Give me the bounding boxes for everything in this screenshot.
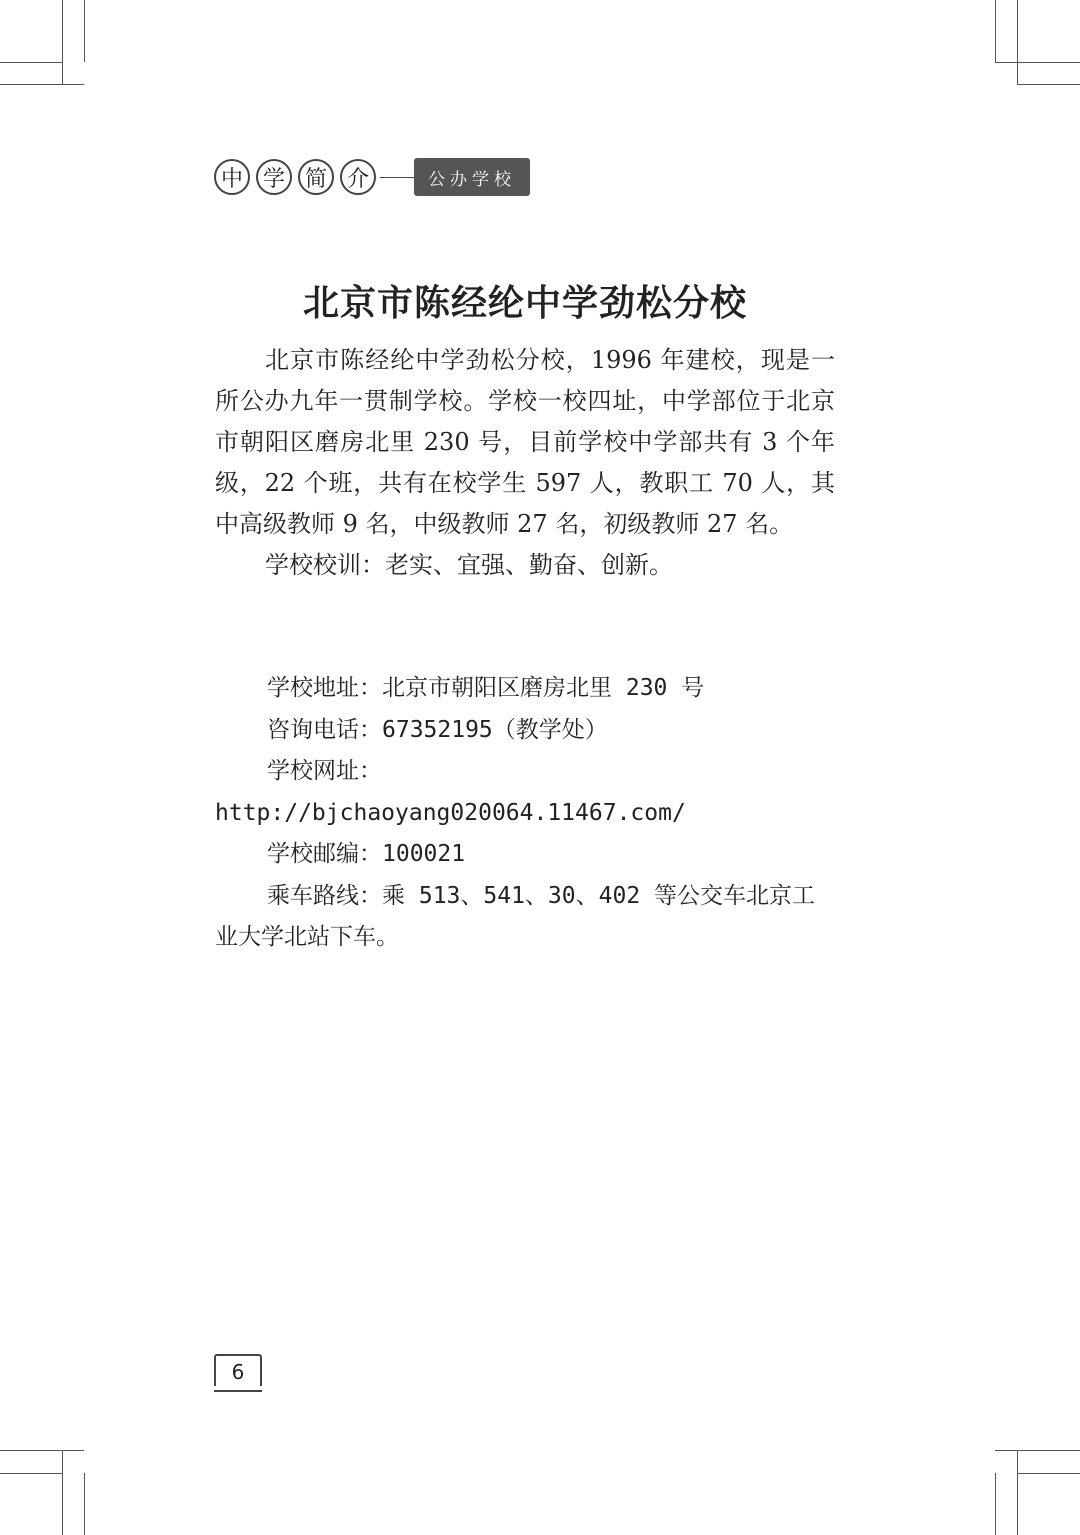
crop-mark bbox=[0, 62, 62, 63]
body-text bbox=[215, 340, 835, 586]
page-number-value: 6 bbox=[214, 1354, 262, 1386]
crop-mark bbox=[0, 1450, 84, 1451]
website-line: 学校网址：http://bjchaoyang020064.11467.com/ bbox=[215, 758, 686, 826]
page-title: 北京市陈经纶中学劲松分校 bbox=[302, 283, 747, 324]
intro-paragraph: 北京市陈经纶中学劲松分校，1996 年建校，现是一所公办九年一贯制学校。学校一校四址，中学部位于北京市朝阳区磨房北里 230 号，目前学校中学部共有 3 个年级，22 个班，共有在校学生 597 人，教职工 70 人，其中高级教师 9 名，中级教师 27 名，初级教师 27 名。 bbox=[215, 346, 835, 538]
crop-mark bbox=[62, 0, 63, 85]
crop-mark bbox=[0, 1473, 62, 1474]
motto-paragraph: 学校校训：老实、宜强、勤奋、创新。 bbox=[265, 551, 673, 579]
section-header bbox=[214, 157, 530, 197]
crop-mark bbox=[995, 62, 1080, 63]
postcode-line: 学校邮编：100021 bbox=[267, 841, 466, 867]
category-label: 公办学校 bbox=[414, 158, 530, 196]
crop-mark bbox=[1017, 84, 1080, 85]
header-char: 介 bbox=[340, 159, 376, 195]
crop-mark bbox=[995, 1473, 996, 1535]
crop-mark bbox=[62, 1450, 63, 1535]
address-line: 学校地址：北京市朝阳区磨房北里 230 号 bbox=[267, 675, 705, 701]
crop-mark bbox=[995, 0, 996, 62]
crop-mark bbox=[1017, 1450, 1018, 1535]
header-char: 中 bbox=[214, 159, 250, 195]
header-char: 学 bbox=[256, 159, 292, 195]
header-char: 简 bbox=[298, 159, 334, 195]
crop-mark bbox=[84, 0, 85, 62]
crop-mark bbox=[995, 1450, 1080, 1451]
bus-route-line: 乘车路线：乘 513、541、30、402 等公交车北京工业大学北站下车。 bbox=[215, 882, 816, 950]
header-connector-line bbox=[380, 177, 414, 178]
crop-mark bbox=[1017, 1473, 1080, 1474]
crop-mark bbox=[0, 84, 84, 85]
page-number bbox=[214, 1354, 264, 1392]
phone-line: 咨询电话：67352195（教学处） bbox=[267, 716, 608, 743]
contact-info bbox=[215, 668, 835, 959]
book-icon bbox=[214, 1384, 262, 1392]
crop-mark bbox=[1017, 0, 1018, 85]
crop-mark bbox=[84, 1473, 85, 1535]
